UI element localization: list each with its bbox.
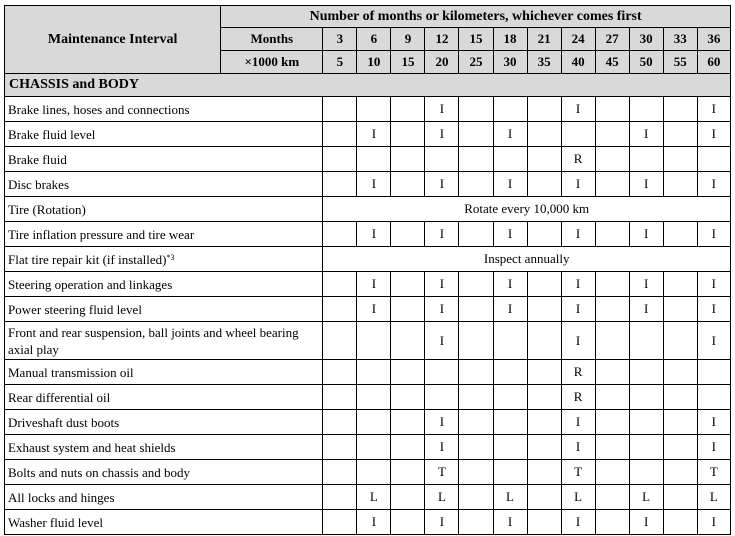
schedule-cell <box>323 410 357 435</box>
schedule-cell <box>527 272 561 297</box>
schedule-cell <box>323 510 357 535</box>
schedule-cell: I <box>629 122 663 147</box>
schedule-cell <box>595 97 629 122</box>
month-cell: 12 <box>425 28 459 51</box>
km-cell: 10 <box>357 51 391 74</box>
schedule-cell <box>357 460 391 485</box>
schedule-cell <box>357 410 391 435</box>
schedule-cell <box>391 460 425 485</box>
schedule-cell: I <box>629 297 663 322</box>
table-row <box>5 485 731 510</box>
schedule-cell <box>459 272 493 297</box>
item-label: Bolts and nuts on chassis and body <box>8 464 190 480</box>
item-label-cell <box>5 247 323 272</box>
item-label: Flat tire repair kit (if installed) <box>8 251 167 267</box>
schedule-cell <box>493 385 527 410</box>
schedule-cell <box>595 297 629 322</box>
item-label: Rear differential oil <box>8 389 111 405</box>
table-row <box>5 147 731 172</box>
schedule-cell <box>391 410 425 435</box>
item-label-cell <box>5 297 323 322</box>
km-cell: 40 <box>561 51 595 74</box>
item-label-cell <box>5 222 323 247</box>
schedule-cell <box>595 435 629 460</box>
item-label: Brake fluid level <box>8 126 96 142</box>
schedule-cell <box>527 222 561 247</box>
schedule-cell: I <box>561 222 595 247</box>
item-label: Disc brakes <box>8 176 70 192</box>
schedule-cell: I <box>425 410 459 435</box>
month-cell: 9 <box>391 28 425 51</box>
schedule-cell: I <box>425 435 459 460</box>
interval-span-title: Number of months or kilometers, whichever comes first <box>221 6 731 28</box>
schedule-cell: I <box>493 297 527 322</box>
schedule-cell <box>697 385 730 410</box>
schedule-cell: I <box>357 172 391 197</box>
schedule-cell <box>527 385 561 410</box>
schedule-cell: I <box>697 510 730 535</box>
schedule-cell: I <box>629 272 663 297</box>
item-label: Front and rear suspension, ball joints and wheel bearing axial play <box>8 324 299 357</box>
footnote-ref: *3 <box>166 252 175 262</box>
item-label: Driveshaft dust boots <box>8 414 120 430</box>
schedule-cell <box>595 510 629 535</box>
schedule-cell <box>663 172 697 197</box>
table-row <box>5 197 731 222</box>
schedule-cell: I <box>629 510 663 535</box>
schedule-cell: L <box>561 485 595 510</box>
schedule-cell <box>323 297 357 322</box>
schedule-cell <box>323 272 357 297</box>
schedule-cell: T <box>697 460 730 485</box>
schedule-cell <box>391 360 425 385</box>
schedule-cell <box>595 147 629 172</box>
schedule-cell <box>663 360 697 385</box>
schedule-cell <box>663 385 697 410</box>
schedule-cell <box>697 360 730 385</box>
schedule-cell: I <box>697 435 730 460</box>
table-row <box>5 460 731 485</box>
schedule-cell <box>459 435 493 460</box>
schedule-cell <box>663 97 697 122</box>
table-row <box>5 247 731 272</box>
month-cell: 24 <box>561 28 595 51</box>
schedule-cell <box>527 460 561 485</box>
schedule-cell <box>459 147 493 172</box>
interval-note: Inspect annually <box>323 247 731 272</box>
schedule-cell: I <box>357 272 391 297</box>
schedule-cell: I <box>425 122 459 147</box>
schedule-cell <box>459 485 493 510</box>
schedule-cell: I <box>493 272 527 297</box>
schedule-cell <box>357 147 391 172</box>
km-cell: 25 <box>459 51 493 74</box>
schedule-cell <box>459 360 493 385</box>
km-cell: 20 <box>425 51 459 74</box>
maintenance-schedule-table <box>4 5 731 535</box>
schedule-cell <box>595 460 629 485</box>
schedule-cell <box>459 385 493 410</box>
month-cell: 3 <box>323 28 357 51</box>
table-row <box>5 297 731 322</box>
table-body <box>5 6 731 535</box>
schedule-cell: I <box>561 97 595 122</box>
item-label: Tire inflation pressure and tire wear <box>8 226 195 242</box>
table-row <box>5 122 731 147</box>
schedule-cell: L <box>629 485 663 510</box>
table-row <box>5 222 731 247</box>
schedule-cell <box>323 460 357 485</box>
schedule-cell <box>663 410 697 435</box>
month-cell: 18 <box>493 28 527 51</box>
schedule-cell <box>323 172 357 197</box>
schedule-cell: I <box>629 172 663 197</box>
schedule-cell <box>629 97 663 122</box>
schedule-cell <box>425 360 459 385</box>
table-row <box>5 435 731 460</box>
item-label-cell <box>5 97 323 122</box>
schedule-cell: L <box>493 485 527 510</box>
schedule-cell: I <box>561 297 595 322</box>
schedule-cell <box>391 272 425 297</box>
schedule-cell <box>323 360 357 385</box>
schedule-cell <box>527 147 561 172</box>
schedule-cell <box>527 322 561 360</box>
item-label-cell <box>5 510 323 535</box>
table-row <box>5 360 731 385</box>
schedule-cell: R <box>561 360 595 385</box>
section-title: CHASSIS and BODY <box>5 74 731 97</box>
schedule-cell <box>663 322 697 360</box>
schedule-cell <box>595 222 629 247</box>
schedule-cell <box>663 435 697 460</box>
schedule-cell <box>323 485 357 510</box>
schedule-cell <box>561 122 595 147</box>
schedule-cell <box>663 297 697 322</box>
schedule-cell: I <box>425 510 459 535</box>
schedule-cell: I <box>697 172 730 197</box>
schedule-cell <box>391 122 425 147</box>
schedule-cell: I <box>357 510 391 535</box>
header-row-title <box>5 6 731 28</box>
schedule-cell <box>527 510 561 535</box>
schedule-cell <box>459 222 493 247</box>
item-label: Power steering fluid level <box>8 301 142 317</box>
schedule-cell <box>391 435 425 460</box>
schedule-cell: R <box>561 147 595 172</box>
item-label-cell <box>5 410 323 435</box>
schedule-cell <box>357 322 391 360</box>
km-cell: 60 <box>697 51 730 74</box>
month-cell: 27 <box>595 28 629 51</box>
schedule-cell <box>323 435 357 460</box>
schedule-cell <box>663 147 697 172</box>
km-cell: 45 <box>595 51 629 74</box>
item-label-cell <box>5 460 323 485</box>
item-label: All locks and hinges <box>8 489 115 505</box>
schedule-cell: I <box>357 297 391 322</box>
item-label: Steering operation and linkages <box>8 276 173 292</box>
km-cell: 50 <box>629 51 663 74</box>
table-row <box>5 172 731 197</box>
schedule-cell <box>459 510 493 535</box>
schedule-cell: I <box>561 322 595 360</box>
schedule-cell <box>629 385 663 410</box>
km-cell: 5 <box>323 51 357 74</box>
item-label-cell <box>5 360 323 385</box>
month-cell: 21 <box>527 28 561 51</box>
schedule-cell <box>459 97 493 122</box>
schedule-cell: I <box>697 222 730 247</box>
schedule-cell: I <box>561 272 595 297</box>
km-cell: 35 <box>527 51 561 74</box>
km-cell: 15 <box>391 51 425 74</box>
month-cell: 30 <box>629 28 663 51</box>
schedule-cell: I <box>425 272 459 297</box>
schedule-cell <box>663 485 697 510</box>
schedule-cell <box>391 147 425 172</box>
schedule-cell: L <box>425 485 459 510</box>
schedule-cell: I <box>697 272 730 297</box>
schedule-cell: T <box>425 460 459 485</box>
schedule-cell: I <box>697 97 730 122</box>
schedule-cell <box>527 297 561 322</box>
schedule-cell <box>425 385 459 410</box>
km-label: ×1000 km <box>221 51 323 74</box>
item-label: Brake fluid <box>8 151 67 167</box>
schedule-cell <box>663 510 697 535</box>
schedule-cell <box>391 385 425 410</box>
schedule-cell <box>323 222 357 247</box>
schedule-cell <box>323 385 357 410</box>
schedule-cell: I <box>493 222 527 247</box>
schedule-cell <box>629 410 663 435</box>
schedule-cell <box>357 97 391 122</box>
schedule-cell <box>595 485 629 510</box>
schedule-cell <box>527 485 561 510</box>
km-cell: 30 <box>493 51 527 74</box>
schedule-cell <box>391 222 425 247</box>
schedule-cell <box>595 272 629 297</box>
schedule-cell <box>493 360 527 385</box>
schedule-cell <box>527 410 561 435</box>
schedule-cell: I <box>561 435 595 460</box>
month-cell: 36 <box>697 28 730 51</box>
item-label: Manual transmission oil <box>8 364 134 380</box>
schedule-cell <box>391 297 425 322</box>
schedule-cell <box>595 385 629 410</box>
schedule-cell <box>697 147 730 172</box>
schedule-cell: I <box>697 410 730 435</box>
schedule-cell: I <box>357 122 391 147</box>
schedule-cell <box>629 322 663 360</box>
schedule-cell <box>629 460 663 485</box>
schedule-cell: I <box>697 322 730 360</box>
item-label-cell <box>5 385 323 410</box>
schedule-cell <box>459 172 493 197</box>
month-cell: 33 <box>663 28 697 51</box>
schedule-cell <box>629 435 663 460</box>
schedule-cell <box>357 435 391 460</box>
schedule-cell <box>323 322 357 360</box>
item-label-cell <box>5 172 323 197</box>
schedule-cell: I <box>697 297 730 322</box>
item-label: Brake lines, hoses and connections <box>8 101 190 117</box>
schedule-cell <box>459 122 493 147</box>
schedule-cell <box>323 122 357 147</box>
schedule-cell <box>323 147 357 172</box>
schedule-cell: I <box>425 97 459 122</box>
schedule-cell <box>391 97 425 122</box>
table-row <box>5 322 731 360</box>
schedule-cell <box>391 322 425 360</box>
schedule-cell: I <box>425 322 459 360</box>
schedule-cell: I <box>561 172 595 197</box>
schedule-cell <box>663 122 697 147</box>
schedule-cell <box>527 360 561 385</box>
schedule-cell <box>459 410 493 435</box>
item-label: Exhaust system and heat shields <box>8 439 176 455</box>
table-row <box>5 385 731 410</box>
table-row <box>5 510 731 535</box>
schedule-cell <box>357 360 391 385</box>
item-label-cell <box>5 197 323 222</box>
schedule-cell <box>357 385 391 410</box>
item-label-cell <box>5 435 323 460</box>
km-cell: 55 <box>663 51 697 74</box>
schedule-cell: R <box>561 385 595 410</box>
schedule-cell <box>629 360 663 385</box>
maintenance-interval-header: Maintenance Interval <box>5 6 221 74</box>
schedule-cell <box>595 122 629 147</box>
schedule-cell: I <box>697 122 730 147</box>
item-label-cell <box>5 322 323 360</box>
schedule-cell: I <box>357 222 391 247</box>
schedule-cell <box>493 147 527 172</box>
schedule-cell <box>663 222 697 247</box>
schedule-cell <box>527 122 561 147</box>
schedule-cell <box>493 435 527 460</box>
item-label: Washer fluid level <box>8 514 103 530</box>
schedule-cell <box>391 510 425 535</box>
schedule-cell <box>663 460 697 485</box>
table-row <box>5 97 731 122</box>
schedule-cell: I <box>561 510 595 535</box>
schedule-cell <box>595 172 629 197</box>
schedule-cell <box>391 485 425 510</box>
schedule-cell <box>493 97 527 122</box>
item-label-cell <box>5 122 323 147</box>
schedule-cell <box>629 147 663 172</box>
table-row <box>5 272 731 297</box>
months-label: Months <box>221 28 323 51</box>
schedule-cell <box>663 272 697 297</box>
schedule-cell <box>493 460 527 485</box>
schedule-cell <box>493 410 527 435</box>
schedule-cell <box>595 360 629 385</box>
schedule-cell: I <box>425 297 459 322</box>
schedule-cell <box>527 172 561 197</box>
item-label-cell <box>5 147 323 172</box>
schedule-cell: L <box>697 485 730 510</box>
schedule-cell: I <box>629 222 663 247</box>
table-row <box>5 410 731 435</box>
item-label: Tire (Rotation) <box>8 201 86 217</box>
schedule-cell <box>527 97 561 122</box>
schedule-cell: T <box>561 460 595 485</box>
schedule-cell <box>323 97 357 122</box>
schedule-cell <box>527 435 561 460</box>
month-cell: 6 <box>357 28 391 51</box>
month-cell: 15 <box>459 28 493 51</box>
interval-note: Rotate every 10,000 km <box>323 197 731 222</box>
schedule-cell: I <box>493 172 527 197</box>
schedule-cell <box>459 297 493 322</box>
schedule-cell <box>595 322 629 360</box>
schedule-cell <box>425 147 459 172</box>
section-row <box>5 74 731 97</box>
schedule-cell <box>459 460 493 485</box>
schedule-cell: I <box>493 510 527 535</box>
schedule-cell: I <box>425 172 459 197</box>
schedule-cell: I <box>561 410 595 435</box>
schedule-cell <box>391 172 425 197</box>
schedule-cell: L <box>357 485 391 510</box>
schedule-cell <box>595 410 629 435</box>
schedule-cell: I <box>425 222 459 247</box>
schedule-cell <box>459 322 493 360</box>
schedule-cell <box>493 322 527 360</box>
schedule-cell: I <box>493 122 527 147</box>
item-label-cell <box>5 485 323 510</box>
item-label-cell <box>5 272 323 297</box>
